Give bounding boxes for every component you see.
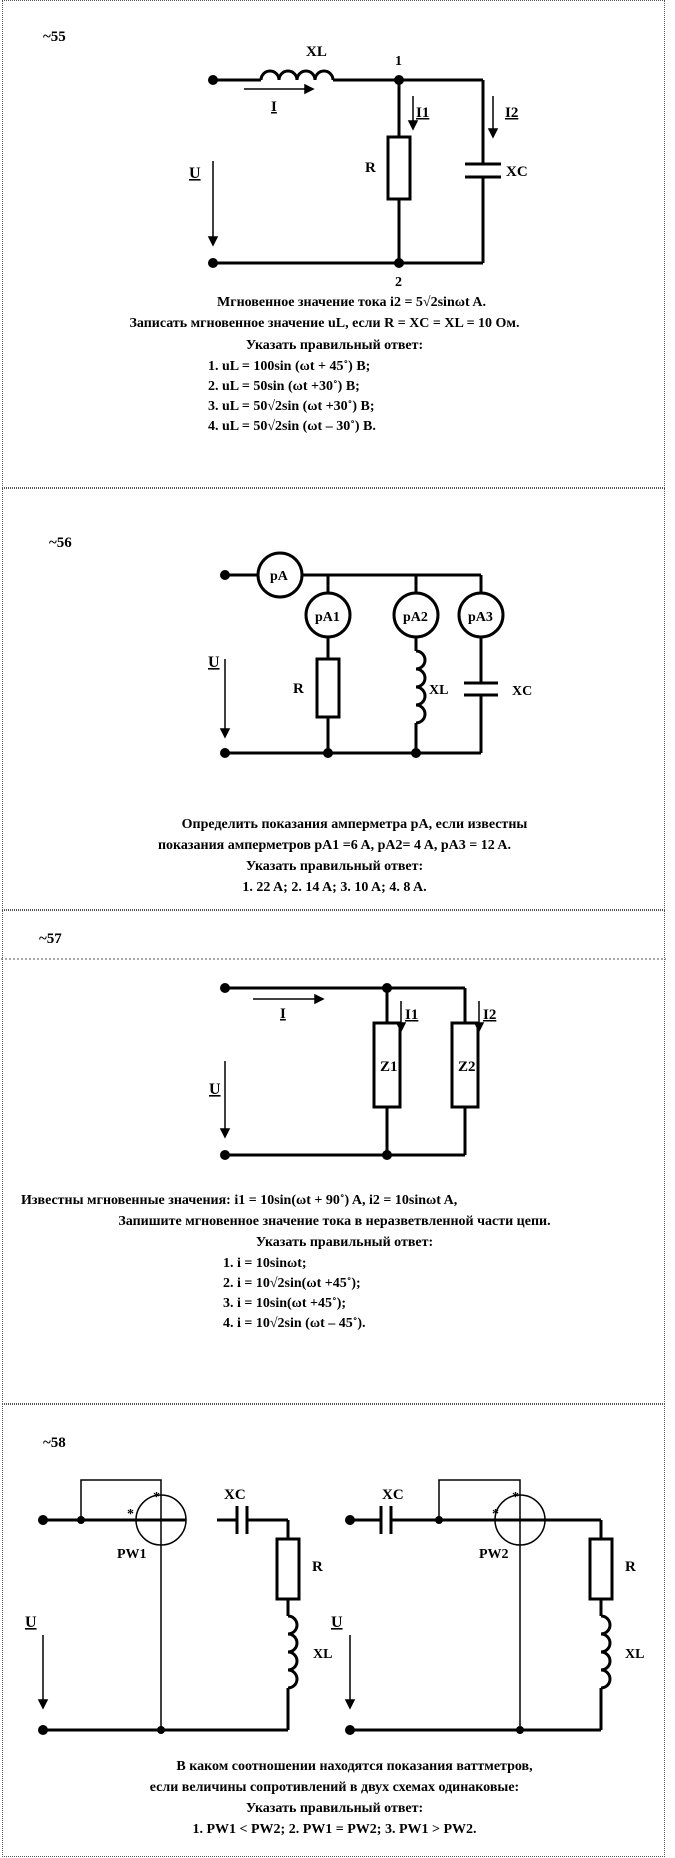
option-1[interactable]: 1. uL = 100sin (ωt + 45˚) В; xyxy=(208,359,371,374)
label-current-i1: I1 xyxy=(416,105,430,121)
resistor-r-right xyxy=(590,1539,612,1599)
label-xl-right: XL xyxy=(625,1647,645,1662)
label-voltage-u-right: U xyxy=(331,1614,343,1631)
option-3[interactable]: 3. i = 10sin(ωt +45˚); xyxy=(223,1296,347,1311)
question-line-2: Запишите мгновенное значение тока в неразветвленной части цепи. xyxy=(118,1214,551,1229)
label-r: R xyxy=(365,160,376,176)
question-line-2: если величины сопротивлений в двух схемах одинаковые: xyxy=(149,1780,520,1795)
label-pa2: pA2 xyxy=(403,610,428,625)
answer-prompt: Указать правильный ответ: xyxy=(255,1235,434,1250)
question-line-2: показания амперметров pA1 =6 A, pA2= 4 A, pA3 = 12 A. xyxy=(157,838,512,853)
label-current-i: I xyxy=(271,99,277,115)
star-marker: * xyxy=(492,1507,499,1522)
option-4[interactable]: 4. uL = 50√2sin (ωt – 30˚) В. xyxy=(208,419,376,434)
label-pa: pA xyxy=(270,569,288,584)
label-pw1: PW1 xyxy=(117,1547,147,1562)
answer-prompt: Указать правильный ответ: xyxy=(245,1801,424,1816)
label-current-i: I xyxy=(280,1006,286,1022)
resistor-r xyxy=(317,659,339,717)
answer-options xyxy=(208,357,376,437)
question-number: ~55 xyxy=(43,29,66,45)
label-current-i2: I2 xyxy=(505,105,519,121)
label-r-right: R xyxy=(625,1559,636,1575)
question-number: ~56 xyxy=(49,535,72,551)
inductor-xl xyxy=(416,651,425,723)
option-2[interactable]: 2. uL = 50sin (ωt +30˚) В; xyxy=(208,379,360,394)
question-line-2: Записать мгновенное значение uL, если R = XC = XL = 10 Ом. xyxy=(129,316,520,331)
label-pw2: PW2 xyxy=(479,1547,509,1562)
star-marker: * xyxy=(153,1490,160,1505)
option-2[interactable]: 2. i = 10√2sin(ωt +45˚); xyxy=(223,1276,361,1291)
question-line-1: Известны мгновенные значения: i1 = 10sin(ωt + 90˚) A, i2 = 10sinωt A, xyxy=(21,1193,458,1208)
star-marker: * xyxy=(512,1490,519,1505)
question-55-panel xyxy=(2,0,665,488)
answer-prompt: Указать правильный ответ: xyxy=(245,859,424,874)
label-node-1: 1 xyxy=(395,54,402,69)
label-voltage-u: U xyxy=(208,654,220,671)
label-current-i2: I2 xyxy=(483,1007,497,1023)
label-xc-right: XC xyxy=(382,1487,404,1503)
label-z2: Z2 xyxy=(458,1059,476,1075)
label-r-left: R xyxy=(312,1559,323,1575)
question-57-panel xyxy=(2,910,665,1404)
question-56-panel xyxy=(2,488,665,910)
question-number: ~57 xyxy=(39,931,62,947)
inductor-xl-right xyxy=(601,1616,610,1688)
resistor-r-left xyxy=(277,1539,299,1599)
label-xl-left: XL xyxy=(313,1647,333,1662)
question-line-1: Определить показания амперметра pA, если известны xyxy=(181,817,528,832)
option-4[interactable]: 4. i = 10√2sin (ωt – 45˚). xyxy=(223,1316,366,1331)
question-number: ~58 xyxy=(43,1435,66,1451)
question-line-1: В каком соотношении находятся показания ваттметров, xyxy=(176,1759,533,1774)
star-marker: * xyxy=(127,1507,134,1522)
label-pa1: pA1 xyxy=(315,610,340,625)
label-xl: XL xyxy=(306,44,327,60)
label-voltage-u: U xyxy=(209,1081,221,1098)
answer-prompt: Указать правильный ответ: xyxy=(245,338,424,353)
label-voltage-u-left: U xyxy=(25,1614,37,1631)
answer-options xyxy=(223,1254,366,1334)
answer-options[interactable]: 1. PW1 < PW2; 2. PW1 = PW2; 3. PW1 > PW2. xyxy=(192,1822,477,1837)
label-xc: XC xyxy=(506,164,528,180)
label-xl: XL xyxy=(429,683,449,698)
label-node-2: 2 xyxy=(395,275,402,290)
label-r: R xyxy=(293,681,304,697)
label-current-i1: I1 xyxy=(405,1007,419,1023)
label-pa3: pA3 xyxy=(468,610,493,625)
inductor-xl-left xyxy=(288,1616,297,1688)
option-3[interactable]: 3. uL = 50√2sin (ωt +30˚) В; xyxy=(208,399,375,414)
resistor-r xyxy=(388,137,410,199)
question-58-panel xyxy=(2,1404,665,1857)
label-xc-left: XC xyxy=(224,1487,246,1503)
answer-options[interactable]: 1. 22 A; 2. 14 A; 3. 10 A; 4. 8 A. xyxy=(242,880,427,895)
label-xc: XC xyxy=(512,684,533,699)
label-voltage-u: U xyxy=(189,165,201,182)
label-z1: Z1 xyxy=(380,1059,398,1075)
option-1[interactable]: 1. i = 10sinωt; xyxy=(223,1256,307,1271)
question-line-1: Мгновенное значение тока i2 = 5√2sinωt A. xyxy=(217,295,486,310)
inductor-xl xyxy=(261,71,333,80)
